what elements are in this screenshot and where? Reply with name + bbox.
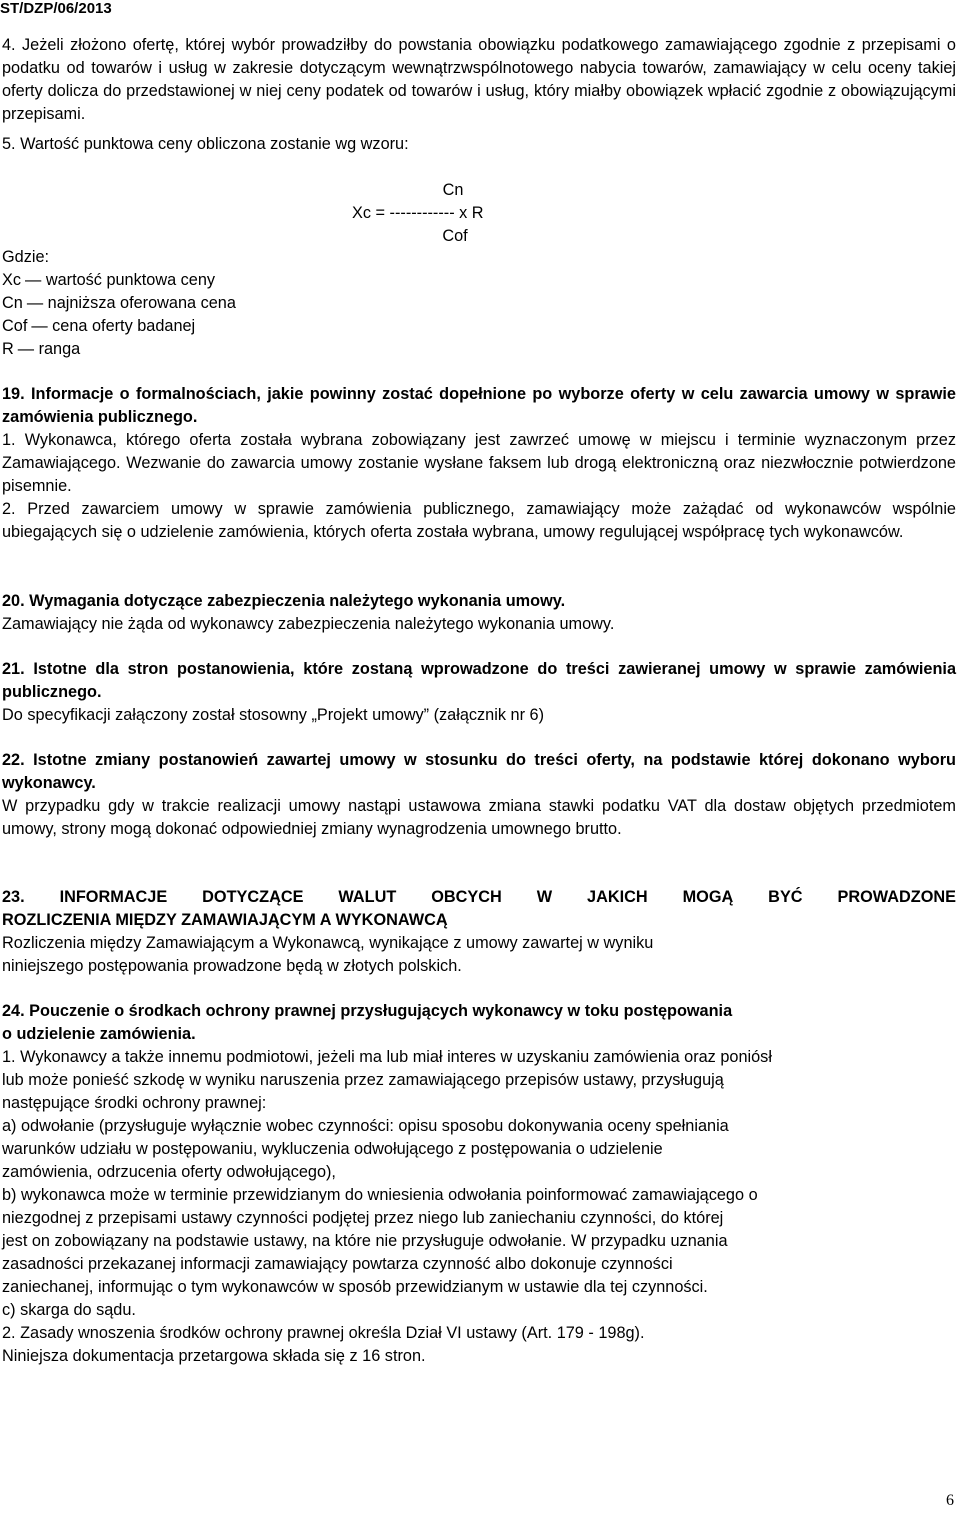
page-number: 6	[946, 1492, 954, 1509]
document-id: ST/DZP/06/2013	[0, 0, 112, 17]
legend-term: Cof	[2, 317, 28, 335]
section-24-line: następujące środki ochrony prawnej:	[2, 1094, 267, 1112]
legend-desc: ranga	[38, 340, 81, 358]
legend-desc: najniższa oferowana cena	[47, 294, 236, 312]
section-24-line: lub może ponieść szkodę w wyniku naruszenia przez zamawiającego przepisów ustawy, przysługują	[2, 1071, 724, 1089]
legend-row-r	[2, 338, 80, 361]
legend-dash: —	[17, 340, 35, 358]
section-24-line: 1. Wykonawcy a także innemu podmiotowi, jeżeli ma lub miał interes w uzyskaniu zamówienia oraz poniósł	[2, 1048, 772, 1066]
section-23-body-line-1: Rozliczenia między Zamawiającym a Wykonawcą, wynikające z umowy zawartej w wyniku	[2, 934, 654, 952]
section-24-heading-line-2: o udzielenie zamówienia.	[2, 1025, 196, 1043]
legend-dash: —	[31, 317, 48, 335]
section-20-heading: 20. Wymagania dotyczące zabezpieczenia należytego wykonania umowy.	[2, 592, 566, 610]
section-19-paragraph-2: 2. Przed zawarciem umowy w sprawie zamówienia publicznego, zamawiający może zażądać od wykonawców wspólnie ubiegających się o udzielenie zamówienia, których oferta została wybrana, umowy regulującej współpracę tych wykonawców.	[2, 500, 956, 541]
point-5: 5. Wartość punktowa ceny obliczona zostanie wg wzoru:	[2, 135, 409, 153]
legend-row-cn	[2, 292, 236, 315]
section-21-body: Do specyfikacji załączony został stosowny „Projekt umowy” (załącznik nr 6)	[2, 706, 544, 724]
section-24-line: a) odwołanie (przysługuje wyłącznie wobec czynności: opisu sposobu dokonywania oceny spełniania	[2, 1117, 729, 1135]
section-22-body: W przypadku gdy w trakcie realizacji umowy nastąpi ustawowa zmiana stawki podatku VAT dla dostaw objętych przedmiotem umowy, strony mogą dokonać odpowiedniej zmiany wynagrodzenia umownego brutto.	[2, 797, 956, 838]
section-24-heading-line-1: 24. Pouczenie o środkach ochrony prawnej przysługujących wykonawcy w toku postępowania	[2, 1002, 733, 1020]
legend-term: Xc	[2, 271, 22, 289]
legend-desc: cena oferty badanej	[52, 317, 196, 335]
section-24-line: niezgodnej z przepisami ustawy czynności podjętej przez niego lub zaniechaniu czynności, do której	[2, 1209, 724, 1227]
section-24-line: b) wykonawca może w terminie przewidzianym do wniesienia odwołania poinformować zamawiającego o	[2, 1186, 758, 1204]
section-24-line: zasadności przekazanej informacji zamawiający powtarza czynność albo dokonuje czynności	[2, 1255, 673, 1273]
section-23-heading-line-1: 23. INFORMACJE DOTYCZĄCE WALUT OBCYCH W JAKICH MOGĄ BYĆ PROWADZONE	[2, 888, 956, 906]
section-23-heading-line-2: ROZLICZENIA MIĘDZY ZAMAWIAJĄCYM A WYKONAWCĄ	[2, 911, 448, 929]
legend-label: Gdzie:	[2, 248, 50, 266]
legend-term: R	[2, 340, 14, 358]
legend-desc: wartość punktowa ceny	[45, 271, 216, 289]
legend-dash: —	[26, 294, 44, 312]
section-24-line: 2. Zasady wnoszenia środków ochrony prawnej określa Dział VI ustawy (Art. 179 - 198g).	[2, 1324, 645, 1342]
section-22-heading: 22. Istotne zmiany postanowień zawartej umowy w stosunku do treści oferty, na podstawie której dokonano wyboru wykonawcy.	[2, 751, 956, 792]
section-20-body: Zamawiający nie żąda od wykonawcy zabezpieczenia należytego wykonania umowy.	[2, 615, 615, 633]
price-formula	[352, 179, 518, 248]
section-24-line: warunków udziału w postępowaniu, wykluczenia odwołującego z postępowania o udzielenie	[2, 1140, 663, 1158]
section-19-heading: 19. Informacje o formalnościach, jakie powinny zostać dopełnione po wyborze oferty w celu zawarcia umowy w sprawie zamówienia publicznego.	[2, 385, 956, 426]
legend-term: Cn	[2, 294, 23, 312]
formula-main: Xc = ------------ x R	[352, 204, 484, 222]
point-4: 4. Jeżeli złożono ofertę, której wybór prowadziłby do powstania obowiązku podatkowego zamawiającego zgodnie z przepisami o podatku od towarów i usług w zakresie dotyczącym wewnątrzwspólnotowego nabycia towarów, zamawiający w celu oceny takiej oferty dolicza do przedstawionej w niej ceny podatek od towarów i usług, który miałby obowiązek wpłacić zgodnie z obowiązującymi przepisami.	[2, 36, 956, 123]
section-24-line: c) skarga do sądu.	[2, 1301, 136, 1319]
section-19-paragraph-1: 1. Wykonawca, którego oferta została wybrana zobowiązany jest zawrzeć umowę w miejscu i terminie wyznaczonym przez Zamawiającego. Wezwanie do zawarcia umowy zostanie wysłane faksem lub drogą elektroniczną oraz niezwłocznie potwierdzone pisemnie.	[2, 431, 956, 495]
section-24-line: zaniechanej, informując o tym wykonawców w sposób przewidzianym w ustawie dla tej czynności.	[2, 1278, 708, 1296]
closing-note: Niniejsza dokumentacja przetargowa składa się z 16 stron.	[2, 1347, 426, 1365]
formula-denominator: Cof	[442, 227, 468, 245]
formula-numerator: Cn	[442, 181, 464, 199]
legend-dash: —	[25, 271, 42, 289]
section-24-line: zamówienia, odrzucenia oferty odwołującego),	[2, 1163, 336, 1181]
legend-row-cof	[2, 315, 195, 338]
section-21-heading: 21. Istotne dla stron postanowienia, które zostaną wprowadzone do treści zawieranej umowy w sprawie zamówienia publicznego.	[2, 660, 956, 701]
section-24-line: jest on zobowiązany na podstawie ustawy, na które nie przysługuje odwołanie. W przypadku uznania	[2, 1232, 728, 1250]
section-23-body-line-2: niniejszego postępowania prowadzone będą w złotych polskich.	[2, 957, 462, 975]
legend-row-xc	[2, 269, 215, 292]
